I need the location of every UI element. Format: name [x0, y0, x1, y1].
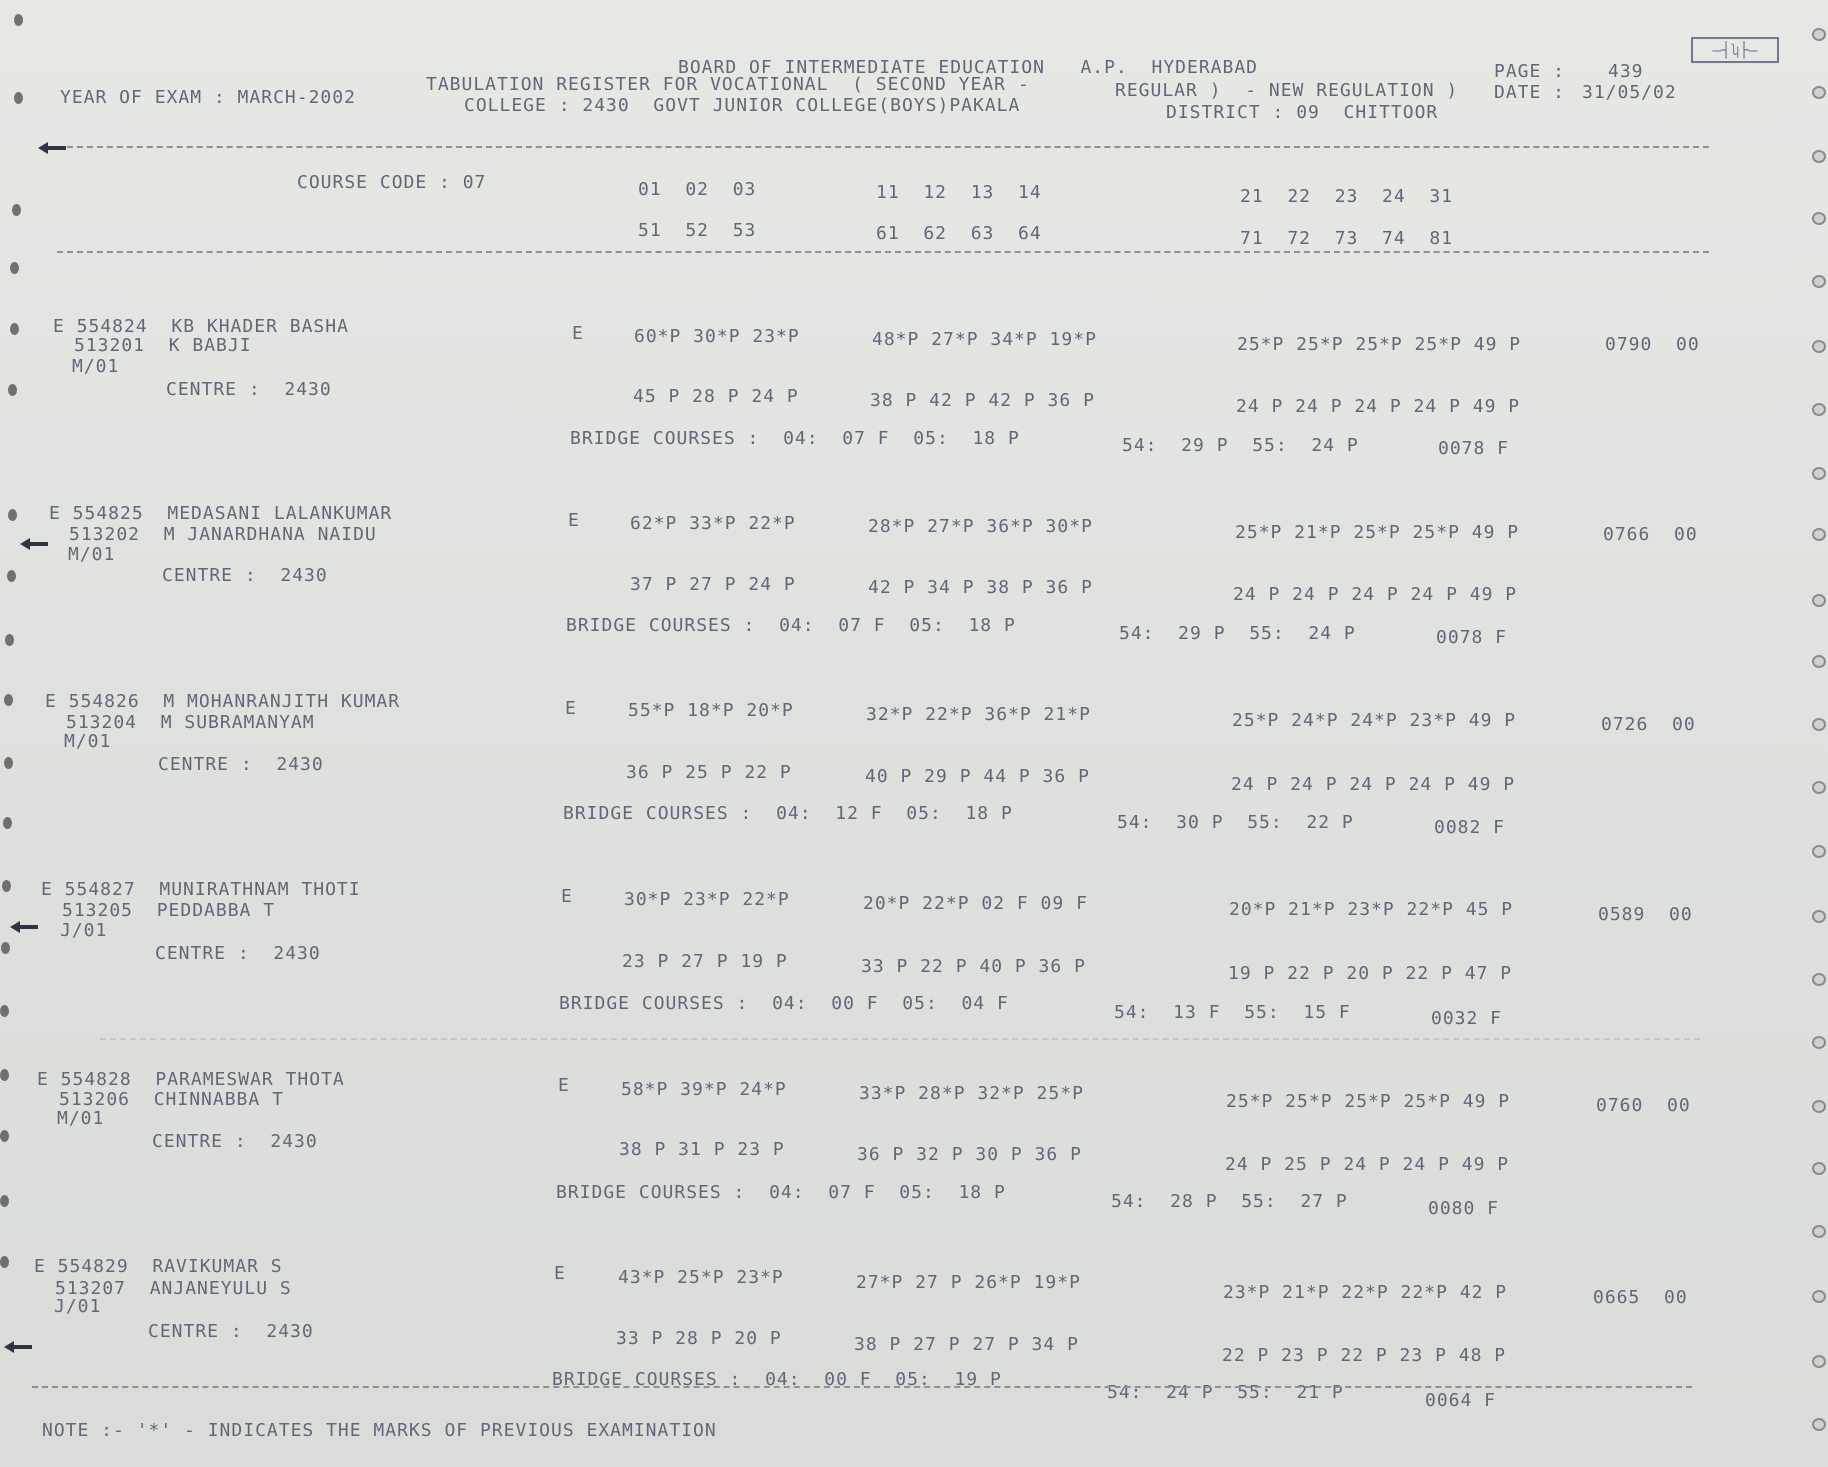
- punch-hole: [1812, 781, 1826, 794]
- roll-and-name: E 554827 MUNIRATHNAM THOTI: [41, 879, 361, 900]
- marks-group1-row2: 36 P 25 P 22 P: [626, 762, 792, 783]
- subject-codes-group2: 11 12 13 14: [876, 182, 1042, 203]
- punch-hole: [1812, 845, 1826, 858]
- bridge-total: 0078 F: [1438, 438, 1510, 459]
- marks-group1-row2: 23 P 27 P 19 P: [622, 951, 788, 972]
- separator-line: [57, 251, 1709, 253]
- marks-group3: 25*P 25*P 25*P 25*P 49 P: [1226, 1091, 1511, 1112]
- punch-hole: [1812, 340, 1826, 353]
- bridge-courses-2: 54: 29 P 55: 24 P: [1119, 623, 1356, 644]
- punch-hole: [1812, 1355, 1826, 1368]
- date-label: DATE :: [1494, 82, 1566, 103]
- total-marks: 0766 00: [1603, 524, 1698, 545]
- subject-codes-group2-row2: 61 62 63 64: [876, 223, 1042, 244]
- punch-hole: [4, 757, 13, 769]
- punch-hole: [1812, 910, 1826, 923]
- marks-group1: 43*P 25*P 23*P: [618, 1267, 784, 1288]
- class-code: J/01: [54, 1296, 102, 1317]
- marks-group2-row2: 36 P 32 P 30 P 36 P: [857, 1144, 1082, 1165]
- centre: CENTRE : 2430: [166, 379, 332, 400]
- marks-group2-row2: 42 P 34 P 38 P 36 P: [868, 577, 1093, 598]
- subject-codes-group3-row2: 71 72 73 74 81: [1240, 228, 1454, 249]
- punch-hole: [0, 1256, 9, 1268]
- centre: CENTRE : 2430: [158, 754, 324, 775]
- marks-group2-row2: 33 P 22 P 40 P 36 P: [861, 956, 1086, 977]
- marks-group2: 48*P 27*P 34*P 19*P: [872, 329, 1097, 350]
- punch-hole: [5, 634, 14, 646]
- subject-codes-group3: 21 22 23 24 31: [1240, 186, 1454, 207]
- punch-hole: [1812, 403, 1826, 416]
- punch-hole: [1812, 275, 1826, 288]
- roll-and-name: E 554829 RAVIKUMAR S: [34, 1256, 283, 1277]
- id-and-parent: 513207 ANJANEYULU S: [55, 1278, 292, 1299]
- bridge-total: 0032 F: [1431, 1008, 1503, 1029]
- left-arrow-mark: [42, 146, 66, 150]
- marks-group2: 32*P 22*P 36*P 21*P: [866, 704, 1091, 725]
- punch-hole: [1812, 1290, 1826, 1303]
- punch-hole: [0, 1069, 9, 1081]
- exam-flag: E: [565, 698, 577, 719]
- total-marks: 0760 00: [1596, 1095, 1691, 1116]
- punch-hole: [1812, 655, 1826, 668]
- board-title: BOARD OF INTERMEDIATE EDUCATION A.P. HYDERABAD: [678, 57, 1259, 78]
- punch-hole: [1812, 973, 1826, 986]
- course-code: COURSE CODE : 07: [297, 172, 487, 193]
- marks-group3-row2: 24 P 24 P 24 P 24 P 49 P: [1233, 584, 1518, 605]
- id-and-parent: 513201 K BABJI: [74, 335, 252, 356]
- total-marks: 0665 00: [1593, 1287, 1688, 1308]
- id-and-parent: 513205 PEDDABBA T: [62, 900, 276, 921]
- marks-group1-row2: 33 P 28 P 20 P: [616, 1328, 782, 1349]
- id-and-parent: 513204 M SUBRAMANYAM: [66, 712, 315, 733]
- left-arrow-mark: [24, 542, 48, 546]
- bridge-courses: BRIDGE COURSES : 04: 00 F 05: 19 P: [552, 1369, 1002, 1390]
- punch-hole: [0, 1005, 9, 1017]
- faint-separator-line: [100, 1038, 1700, 1040]
- punch-hole: [0, 1195, 9, 1207]
- separator-line: [32, 1386, 1692, 1388]
- punch-hole: [1, 942, 10, 954]
- board-logo-stamp: ‒┤ʮ├‒: [1691, 37, 1779, 63]
- punch-hole: [8, 509, 17, 521]
- marks-group1: 60*P 30*P 23*P: [634, 326, 800, 347]
- bridge-courses: BRIDGE COURSES : 04: 07 F 05: 18 P: [556, 1182, 1006, 1203]
- punch-hole: [14, 14, 23, 26]
- bridge-total: 0064 F: [1425, 1390, 1497, 1411]
- punch-hole: [1812, 594, 1826, 607]
- bridge-courses: BRIDGE COURSES : 04: 07 F 05: 18 P: [566, 615, 1016, 636]
- centre: CENTRE : 2430: [155, 943, 321, 964]
- punch-hole: [3, 817, 12, 829]
- roll-and-name: E 554824 KB KHADER BASHA: [53, 316, 349, 337]
- punch-hole: [1812, 1036, 1826, 1049]
- bridge-courses-2: 54: 29 P 55: 24 P: [1122, 435, 1359, 456]
- centre: CENTRE : 2430: [152, 1131, 318, 1152]
- bridge-courses-2: 54: 28 P 55: 27 P: [1111, 1191, 1348, 1212]
- marks-group2: 28*P 27*P 36*P 30*P: [868, 516, 1093, 537]
- marks-group2-row2: 38 P 27 P 27 P 34 P: [854, 1334, 1079, 1355]
- marks-group3: 25*P 25*P 25*P 25*P 49 P: [1237, 334, 1522, 355]
- exam-flag: E: [568, 510, 580, 531]
- district-line: DISTRICT : 09 CHITTOOR: [1166, 102, 1439, 123]
- punch-hole: [1812, 1162, 1826, 1175]
- punch-hole: [2, 880, 11, 892]
- marks-group1: 55*P 18*P 20*P: [628, 700, 794, 721]
- marks-group3-row2: 19 P 22 P 20 P 22 P 47 P: [1228, 963, 1513, 984]
- punch-hole: [12, 204, 21, 216]
- class-code: J/01: [60, 920, 108, 941]
- total-marks: 0589 00: [1598, 904, 1693, 925]
- punch-hole: [14, 92, 23, 104]
- punch-hole: [1812, 1100, 1826, 1113]
- marks-group2-row2: 40 P 29 P 44 P 36 P: [865, 766, 1090, 787]
- punch-hole: [0, 1130, 9, 1142]
- marks-group1: 58*P 39*P 24*P: [621, 1079, 787, 1100]
- class-code: M/01: [68, 544, 116, 565]
- punch-hole: [1812, 28, 1826, 41]
- punch-hole: [7, 570, 16, 582]
- page-number: 439: [1608, 61, 1644, 82]
- bridge-courses-2: 54: 24 P 55: 21 P: [1107, 1382, 1344, 1403]
- centre: CENTRE : 2430: [148, 1321, 314, 1342]
- subject-codes-group1-row2: 51 52 53: [638, 220, 757, 241]
- roll-and-name: E 554828 PARAMESWAR THOTA: [37, 1069, 345, 1090]
- regulation-text: REGULAR ) - NEW REGULATION ): [1115, 80, 1459, 101]
- bridge-courses-2: 54: 30 P 55: 22 P: [1117, 812, 1354, 833]
- total-marks: 0790 00: [1605, 334, 1700, 355]
- bridge-courses: BRIDGE COURSES : 04: 07 F 05: 18 P: [570, 428, 1020, 449]
- punch-hole: [1812, 212, 1826, 225]
- bridge-courses: BRIDGE COURSES : 04: 00 F 05: 04 F: [559, 993, 1009, 1014]
- register-title: TABULATION REGISTER FOR VOCATIONAL ( SECOND YEAR -: [426, 74, 1030, 95]
- left-arrow-mark: [14, 925, 38, 929]
- exam-flag: E: [572, 323, 584, 344]
- marks-group3-row2: 24 P 24 P 24 P 24 P 49 P: [1231, 774, 1516, 795]
- exam-flag: E: [561, 886, 573, 907]
- marks-group3-row2: 24 P 24 P 24 P 24 P 49 P: [1236, 396, 1521, 417]
- punch-hole: [1812, 1225, 1826, 1238]
- punch-hole: [1812, 467, 1826, 480]
- marks-group2-row2: 38 P 42 P 42 P 36 P: [870, 390, 1095, 411]
- punch-hole: [10, 323, 19, 335]
- punch-hole: [1812, 150, 1826, 163]
- report-date: 31/05/02: [1582, 82, 1677, 103]
- marks-group1-row2: 45 P 28 P 24 P: [633, 386, 799, 407]
- footnote: NOTE :- '*' - INDICATES THE MARKS OF PREVIOUS EXAMINATION: [42, 1420, 717, 1441]
- page-label: PAGE :: [1494, 61, 1566, 82]
- marks-group3-row2: 22 P 23 P 22 P 23 P 48 P: [1222, 1345, 1507, 1366]
- centre: CENTRE : 2430: [162, 565, 328, 586]
- marks-group3: 20*P 21*P 23*P 22*P 45 P: [1229, 899, 1514, 920]
- bridge-total: 0080 F: [1428, 1198, 1500, 1219]
- college-line: COLLEGE : 2430 GOVT JUNIOR COLLEGE(BOYS)PAKALA: [464, 95, 1021, 116]
- marks-group3-row2: 24 P 25 P 24 P 24 P 49 P: [1225, 1154, 1510, 1175]
- id-and-parent: 513202 M JANARDHANA NAIDU: [69, 524, 377, 545]
- bridge-courses-2: 54: 13 F 55: 15 F: [1114, 1002, 1351, 1023]
- punch-hole: [1812, 528, 1826, 541]
- left-arrow-mark: [8, 1345, 32, 1349]
- marks-group1-row2: 37 P 27 P 24 P: [630, 574, 796, 595]
- exam-flag: E: [554, 1263, 566, 1284]
- marks-group2: 20*P 22*P 02 F 09 F: [863, 893, 1088, 914]
- subject-codes-group1: 01 02 03: [638, 179, 757, 200]
- marks-group3: 25*P 24*P 24*P 23*P 49 P: [1232, 710, 1517, 731]
- separator-line: [57, 146, 1709, 148]
- exam-flag: E: [558, 1075, 570, 1096]
- punch-hole: [1812, 718, 1826, 731]
- punch-hole: [10, 262, 19, 274]
- marks-group1: 62*P 33*P 22*P: [630, 513, 796, 534]
- roll-and-name: E 554825 MEDASANI LALANKUMAR: [49, 503, 393, 524]
- class-code: M/01: [57, 1108, 105, 1129]
- bridge-total: 0078 F: [1436, 627, 1508, 648]
- total-marks: 0726 00: [1601, 714, 1696, 735]
- marks-group2: 33*P 28*P 32*P 25*P: [859, 1083, 1084, 1104]
- punch-hole: [1812, 86, 1826, 99]
- marks-group1: 30*P 23*P 22*P: [624, 889, 790, 910]
- year-of-exam: YEAR OF EXAM : MARCH-2002: [60, 87, 356, 108]
- punch-hole: [4, 694, 13, 706]
- id-and-parent: 513206 CHINNABBA T: [59, 1089, 284, 1110]
- bridge-total: 0082 F: [1434, 817, 1506, 838]
- class-code: M/01: [72, 356, 120, 377]
- bridge-courses: BRIDGE COURSES : 04: 12 F 05: 18 P: [563, 803, 1013, 824]
- marks-group1-row2: 38 P 31 P 23 P: [619, 1139, 785, 1160]
- marks-group3: 25*P 21*P 25*P 25*P 49 P: [1235, 522, 1520, 543]
- marks-group2: 27*P 27 P 26*P 19*P: [856, 1272, 1081, 1293]
- marks-group3: 23*P 21*P 22*P 22*P 42 P: [1223, 1282, 1508, 1303]
- punch-hole: [1812, 1418, 1826, 1431]
- roll-and-name: E 554826 M MOHANRANJITH KUMAR: [45, 691, 401, 712]
- punch-hole: [8, 384, 17, 396]
- class-code: M/01: [64, 731, 112, 752]
